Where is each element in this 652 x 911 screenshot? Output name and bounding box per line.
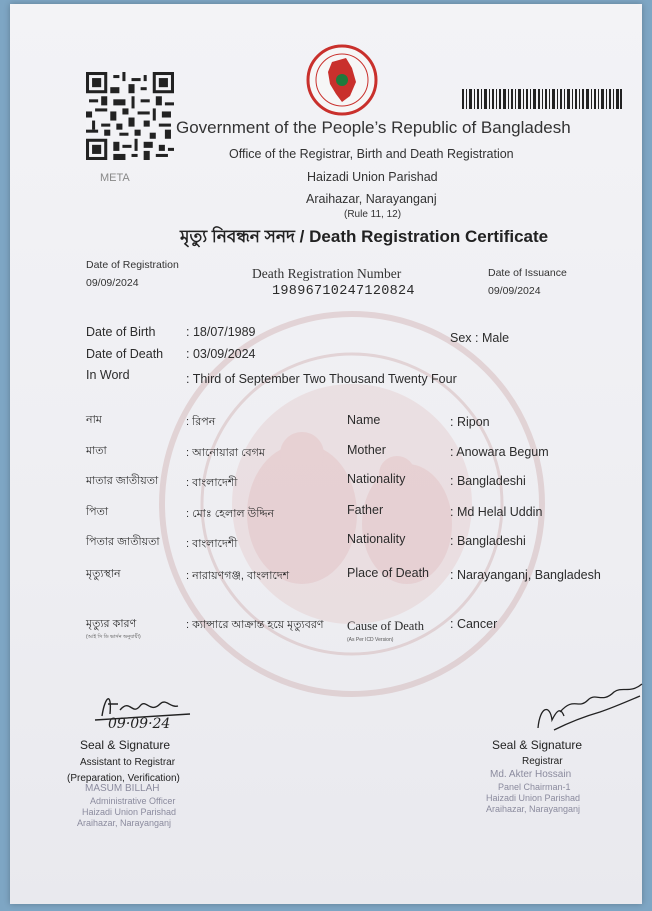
- left-stamp-org: Haizadi Union Parishad: [82, 807, 177, 817]
- right-seal-signature-label: Seal & Signature: [492, 738, 583, 752]
- left-seal-signature-label: Seal & Signature: [80, 738, 171, 752]
- sex-value: Sex : Male: [450, 331, 510, 345]
- left-signature-date: 09·09·24: [108, 716, 171, 732]
- bn-value-cause: : ক্যান্সারে আক্রান্ত হয়ে মৃত্যুবরণ: [186, 619, 324, 631]
- date-of-issuance-label: Date of Issuance: [488, 267, 567, 279]
- location-heading: Araihazar, Narayanganj: [306, 192, 437, 206]
- date-of-birth-value: : 18/07/1989: [186, 325, 256, 339]
- left-stamp-location: Araihazar, Narayanganj: [77, 818, 172, 828]
- bn-value-mother: : আনোয়ারা বেগম: [186, 447, 265, 459]
- en-value-name: : Ripon: [450, 415, 490, 429]
- en-label-name: Name: [347, 413, 381, 427]
- right-stamp-location: Araihazar, Narayanganj: [486, 804, 581, 814]
- left-stamp-name: MASUM BILLAH: [85, 783, 160, 794]
- en-label-cause: Cause of Death: [347, 619, 425, 633]
- en-label-mother-nationality: Nationality: [347, 472, 406, 486]
- date-of-birth-label: Date of Birth: [86, 325, 156, 339]
- rule-text: (Rule 11, 12): [344, 209, 402, 220]
- en-value-mother: : Anowara Begum: [450, 445, 549, 459]
- right-stamp-title: Panel Chairman-1: [498, 782, 571, 792]
- en-value-father: : Md Helal Uddin: [450, 505, 543, 519]
- bn-value-mother-nationality: : বাংলাদেশী: [186, 477, 238, 489]
- right-signature: [530, 676, 650, 736]
- bn-label-name: নাম: [86, 414, 102, 426]
- bn-value-father: : মোঃ হেলাল উদ্দিন: [186, 508, 275, 520]
- date-of-death-value: : 03/09/2024: [186, 347, 256, 361]
- right-stamp-org: Haizadi Union Parishad: [486, 793, 581, 803]
- bn-value-name: : রিপন: [186, 416, 216, 428]
- bn-label-cause: মৃত্যুর কারণ: [86, 618, 137, 630]
- bn-value-father-nationality: : বাংলাদেশী: [186, 538, 238, 550]
- right-role: Registrar: [522, 756, 563, 767]
- date-of-death-label: Date of Death: [86, 347, 164, 361]
- government-emblem: [306, 44, 378, 116]
- bn-label-mother: মাতা: [86, 445, 107, 457]
- qr-caption: META: [100, 172, 130, 184]
- certificate-paper: [10, 4, 642, 904]
- en-value-place-of-death: : Narayanganj, Bangladesh: [450, 568, 601, 582]
- office-heading: Office of the Registrar, Birth and Death Registration: [229, 147, 514, 161]
- bn-value-place-of-death: : নারায়ণগঞ্জ, বাংলাদেশ: [186, 570, 290, 582]
- en-cause-note: (As Per ICD Version): [347, 637, 394, 643]
- date-of-registration-value: 09/09/2024: [86, 277, 139, 289]
- right-stamp-name: Md. Akter Hossain: [490, 769, 572, 780]
- bn-label-place-of-death: মৃত্যুস্থান: [86, 568, 121, 580]
- death-registration-number: 19896710247120824: [272, 284, 415, 299]
- en-label-father: Father: [347, 503, 384, 517]
- left-role-detail: (Preparation, Verification): [67, 773, 180, 784]
- death-registration-number-label: Death Registration Number: [252, 266, 402, 281]
- bn-label-father: পিতা: [86, 506, 109, 518]
- bn-cause-note: (আই সি ডি ভার্সন অনুযায়ী): [86, 634, 141, 640]
- en-label-mother: Mother: [347, 443, 386, 457]
- in-word-label: In Word: [86, 368, 130, 382]
- qr-code: [86, 72, 174, 160]
- barcode: [462, 89, 622, 109]
- date-of-registration-label: Date of Registration: [86, 259, 179, 271]
- bn-label-mother-nationality: মাতার জাতীয়তা: [86, 475, 159, 487]
- union-heading: Haizadi Union Parishad: [307, 170, 438, 184]
- government-heading: Government of the People’s Republic of Bangladesh: [176, 118, 571, 137]
- en-label-father-nationality: Nationality: [347, 532, 406, 546]
- bn-label-father-nationality: পিতার জাতীয়তা: [86, 536, 160, 548]
- in-word-value: : Third of September Two Thousand Twenty Four: [186, 372, 457, 386]
- left-stamp-title: Administrative Officer: [90, 796, 176, 806]
- en-value-mother-nationality: : Bangladeshi: [450, 474, 526, 488]
- date-of-issuance-value: 09/09/2024: [488, 285, 541, 297]
- en-value-cause: : Cancer: [450, 617, 498, 631]
- en-value-father-nationality: : Bangladeshi: [450, 534, 526, 548]
- certificate-title: মৃত্যু নিবন্ধন সনদ / Death Registration Certificate: [180, 227, 549, 246]
- left-role: Assistant to Registrar: [80, 757, 176, 768]
- en-label-place-of-death: Place of Death: [347, 566, 429, 580]
